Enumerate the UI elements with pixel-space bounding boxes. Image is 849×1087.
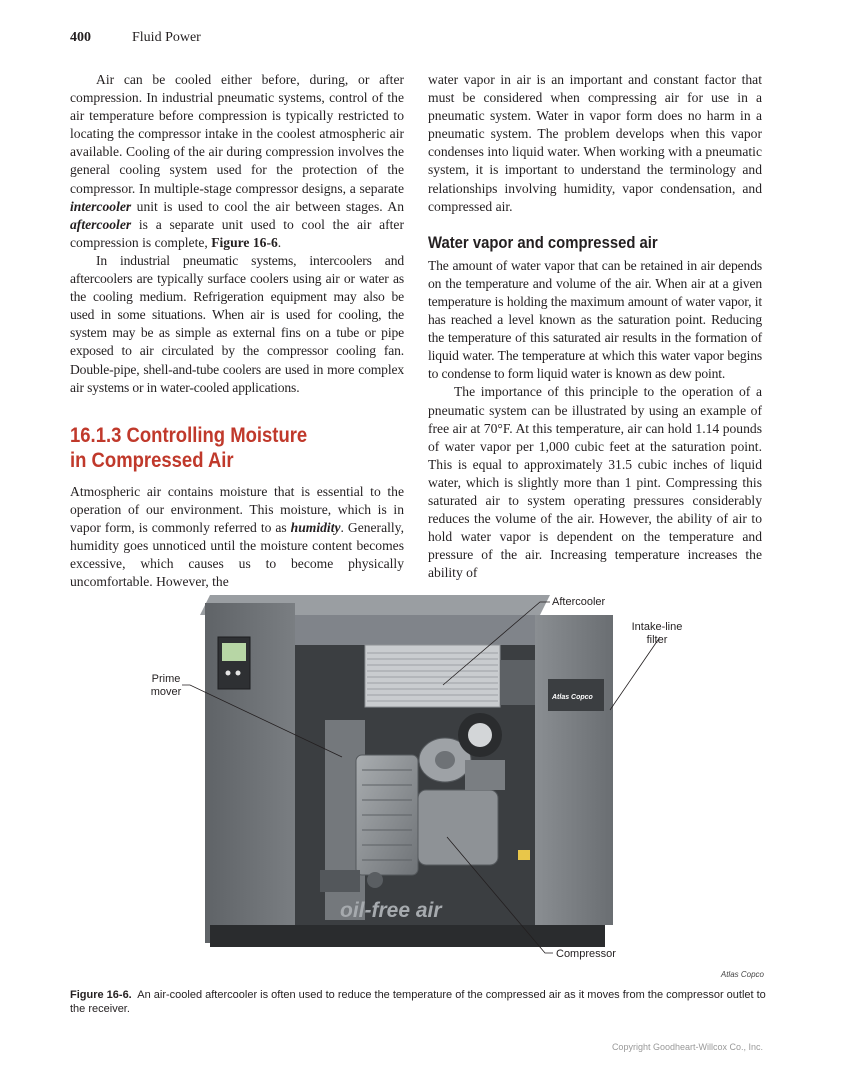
figure-reference: Figure 16-6 <box>211 234 278 250</box>
section-title-line1: Controlling Moisture <box>126 423 308 447</box>
body-paragraph: Atmospheric air contains moisture that is essential to the operation of our environment. This moisture, which is in vapor form, is commonly referred to as humidity. Generally, humidity goes unnoticed until the moisture content becomes excessive, which causes us to become physically uncomfortable. However, the <box>70 483 404 590</box>
caption-label: Figure 16-6. <box>70 989 132 1001</box>
right-column <box>428 71 762 582</box>
product-marking <box>340 899 443 922</box>
callout-prime-mover: Prime mover <box>150 673 182 698</box>
term-intercooler: intercooler <box>70 198 132 214</box>
section-heading <box>70 423 364 473</box>
copyright-notice: Copyright Goodheart-Willcox Co., Inc. <box>611 1042 763 1052</box>
callout-intake-line-filter: Intake-line filter <box>631 621 683 646</box>
section-title-line2: in Compressed Air <box>70 448 234 472</box>
leader-intake-filter <box>610 637 660 710</box>
page-number: 400 <box>70 30 91 45</box>
callout-aftercooler: Aftercooler <box>552 596 606 608</box>
photo-credit: Atlas Copco <box>720 970 764 979</box>
body-paragraph: water vapor in air is an important and constant factor that must be considered when compressing air for use in a pneumatic system. Water in vapor form does no harm in a pneumatic system. The problem develops when this vapor condenses into liquid water. When working with a pneumatic system, it is important to understand the terminology and relationships involving humidity, vapor condensation, and compressed air. <box>428 72 762 214</box>
running-title: Fluid Power <box>132 30 201 45</box>
body-paragraph: The importance of this principle to the operation of a pneumatic system can be illustrated by using an example of free air at 70°F. At this temperature, air can hold 1.14 pounds of water vapor per 1,000 cubic feet at the saturation point. This is equal to approximately 31.5 cubic inches of liquid water, which is slightly more than 1 pint. Compressing this saturated air to system operating pressures considerably reduces the volume of the air. However, the ability of air to hold water vapor is dependent on the temperature and pressure of the air. Increasing temperature increases the ability of <box>428 384 762 581</box>
section-number: 16.1.3 <box>70 423 122 447</box>
brand-plate <box>548 679 604 711</box>
control-panel <box>218 637 250 689</box>
subsection-heading: Water vapor and compressed air <box>428 233 658 252</box>
svg-text:Atlas Copco: Atlas Copco <box>552 694 593 701</box>
figure-caption <box>70 988 770 1016</box>
caption-text: An air-cooled aftercooler is often used to reduce the temperature of the compressed air as it moves from the compressor outlet to the receiver. <box>70 989 766 1015</box>
left-column <box>70 71 404 591</box>
svg-text:oil-free air: oil-free air <box>340 899 442 922</box>
body-paragraph: Air can be cooled either before, during, or after compression. In industrial pneumatic systems, control of the air temperature before compression is typically restricted to locating the compressor intake in the coolest atmospheric air available. Cooling of the air during compression involves the general cooling system used for the protection of the compressor. In multiple-stage compressor designs, a separate intercooler unit is used to cool the air between stages. An aftercooler is a separate unit used to cool the air after compression is complete, Figure 16-6. <box>70 72 404 250</box>
term-aftercooler: aftercooler <box>70 216 132 232</box>
callout-compressor: Compressor <box>556 948 616 960</box>
figure-16-6 <box>70 585 764 985</box>
body-paragraph: The amount of water vapor that can be retained in air depends on the temperature and volume of the air. When air at a given temperature is holding the maximum amount of water vapor, it has reached a level known as the saturation point. Reducing the temperature of this saturated air results in the formation of liquid water. The temperature at which this water vapor begins to condense to form liquid water is known as dew point. <box>428 257 762 382</box>
page-header <box>70 30 201 46</box>
body-paragraph: In industrial pneumatic systems, intercoolers and aftercoolers are typically surface coolers using air or water as the cooling medium. Refrigeration equipment may also be used in some situations. When air is used for cooling, the system may be as simple as external fins on a tube or pipe exposed to air circulated by the compressor cooling fan. Double-pipe, shell-and-tube coolers are used in more complex air systems or in water-cooled applications. <box>70 252 404 395</box>
term-humidity: humidity <box>290 519 341 535</box>
